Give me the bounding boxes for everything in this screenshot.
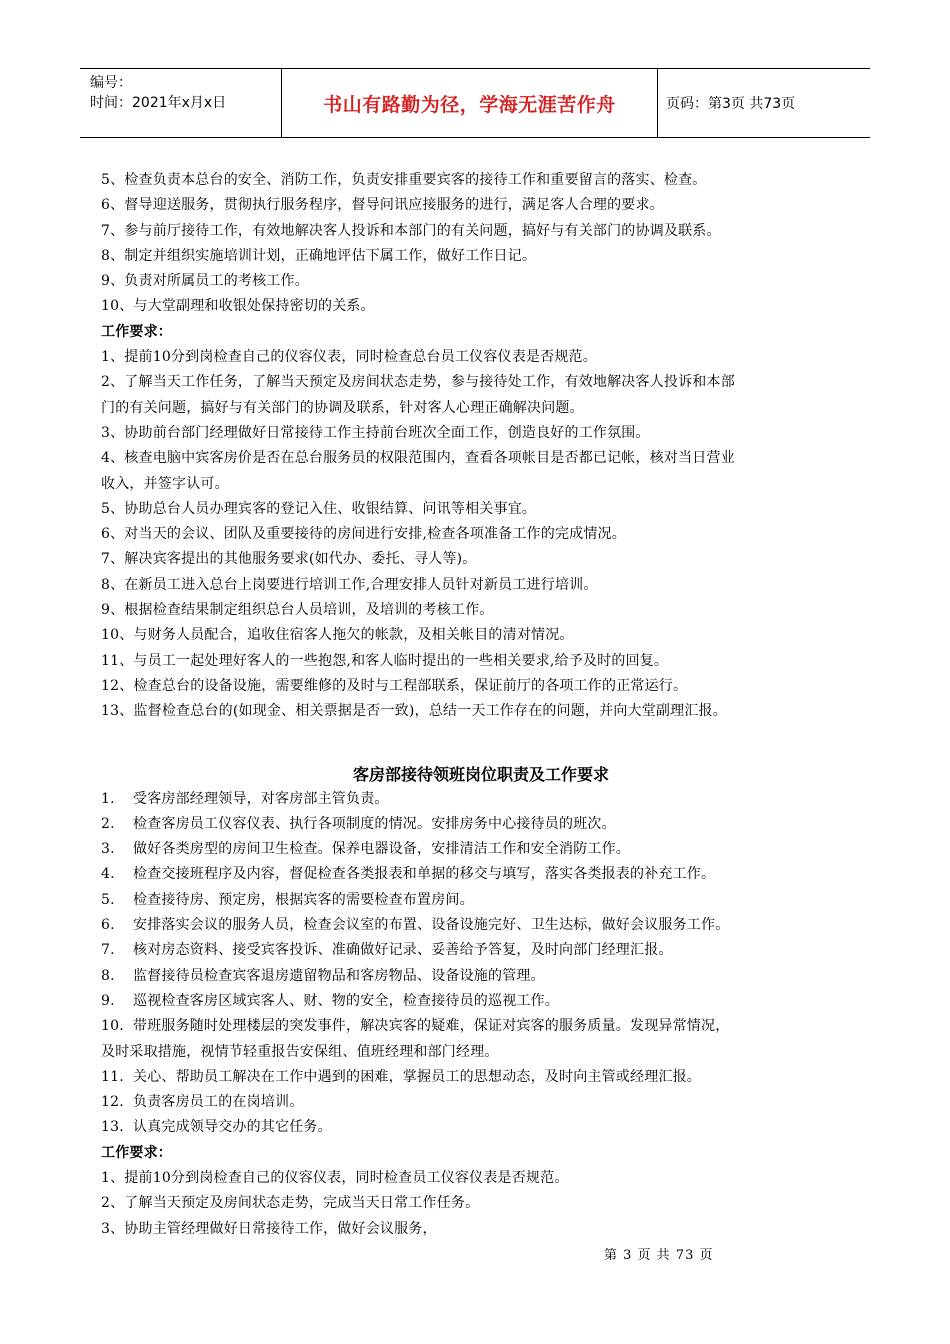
list-item-continuation: 收入，并签字认可。 bbox=[101, 475, 229, 492]
document-body bbox=[101, 168, 861, 1242]
list-item: 8. 监督接待员检查宾客退房遗留物品和客房物品、设备设施的管理。 bbox=[101, 967, 545, 984]
list-item: 8、制定并组织实施培训计划，正确地评估下属工作，做好工作日记。 bbox=[101, 247, 537, 264]
list-item: 9. 巡视检查客房区域宾客人、财、物的安全，检查接待员的巡视工作。 bbox=[101, 992, 559, 1009]
list-item: 5、协助总台人员办理宾客的登记入住、收银结算、问讯等相关事宜。 bbox=[101, 500, 537, 517]
list-item: 1、提前10分到岗检查自己的仪容仪表，同时检查员工仪容仪表是否规范。 bbox=[101, 1169, 569, 1186]
list-item: 13. 认真完成领导交办的其它任务。 bbox=[101, 1119, 332, 1136]
part2-duties bbox=[101, 787, 861, 1141]
list-item: 12. 负责客房员工的在岗培训。 bbox=[101, 1094, 304, 1111]
part2-requirements bbox=[101, 1166, 861, 1242]
requirements-heading: 工作要求： bbox=[101, 1144, 172, 1161]
list-item: 3. 做好各类房型的房间卫生检查。保养电器设备，安排清洁工作和安全消防工作。 bbox=[101, 841, 630, 858]
list-item: 7. 核对房态资料、接受宾客投诉、准确做好记录、妥善给予答复，及时向部门经理汇报。 bbox=[101, 942, 673, 959]
list-item: 6. 安排落实会议的服务人员，检查会议室的布置、设备设施完好、卫生达标，做好会议服务工作。 bbox=[101, 917, 730, 934]
list-item: 12、检查总台的设备设施，需要维修的及时与工程部联系，保证前厅的各项工作的正常运行。 bbox=[101, 677, 688, 694]
list-item: 11. 关心、帮助员工解决在工作中遇到的困难，掌握员工的思想动态，及时向主管或经理汇报。 bbox=[101, 1068, 701, 1085]
list-item: 10、与大堂副理和收银处保持密切的关系。 bbox=[101, 298, 375, 315]
list-item: 10. 带班服务随时处理楼层的突发事件，解决宾客的疑难，保证对宾客的服务质量。发现异常情况， bbox=[101, 1018, 730, 1035]
list-item: 13、监督检查总台的(如现金、相关票据是否一致)，总结一天工作存在的问题，并向大堂副理汇报。 bbox=[101, 703, 727, 720]
requirements-heading: 工作要求： bbox=[101, 323, 172, 340]
list-item: 11、与员工一起处理好客人的一些抱怨,和客人临时提出的一些相关要求,给予及时的回复。 bbox=[101, 652, 669, 669]
list-item: 3、协助主管经理做好日常接待工作，做好会议服务， bbox=[101, 1220, 437, 1237]
header-motto: 书山有路勤为径，学海无涯苦作舟 bbox=[282, 69, 658, 137]
part1-requirements bbox=[101, 345, 861, 724]
list-item: 10、与财务人员配合，追收住宿客人拖欠的帐款，及相关帐目的清对情况。 bbox=[101, 627, 574, 644]
list-item: 4、核查电脑中宾客房价是否在总台服务员的权限范围内，查看各项帐目是否都已记帐，核对当日营业 bbox=[101, 450, 735, 467]
list-item: 3、协助前台部门经理做好日常接待工作主持前台班次全面工作，创造良好的工作氛围。 bbox=[101, 424, 650, 441]
list-item: 8、在新员工进入总台上岗要进行培训工作,合理安排人员针对新员工进行培训。 bbox=[101, 576, 598, 593]
list-item: 7、参与前厅接待工作，有效地解决客人投诉和本部门的有关问题，搞好与有关部门的协调及联系。 bbox=[101, 222, 721, 239]
list-item: 9、负责对所属员工的考核工作。 bbox=[101, 273, 309, 290]
page-header bbox=[80, 68, 870, 138]
list-item: 2、了解当天预定及房间状态走势，完成当天日常工作任务。 bbox=[101, 1195, 480, 1212]
list-item: 1、提前10分到岗检查自己的仪容仪表，同时检查总台员工仪容仪表是否规范。 bbox=[101, 349, 597, 366]
list-item-continuation: 及时采取措施，视情节轻重报告安保组、值班经理和部门经理。 bbox=[101, 1043, 499, 1060]
list-item: 1. 受客房部经理领导，对客房部主管负责。 bbox=[101, 790, 389, 807]
page-footer: 第 3 页 共 73 页 bbox=[604, 1248, 714, 1263]
list-item: 4. 检查交接班程序及内容，督促检查各类报表和单据的移交与填写，落实各类报表的补充工作。 bbox=[101, 866, 716, 883]
list-item: 5. 检查接待房、预定房，根据宾客的需要检查布置房间。 bbox=[101, 891, 474, 908]
section-title: 客房部接待领班岗位职责及工作要求 bbox=[352, 764, 609, 784]
list-item: 2. 检查客房员工仪容仪表、执行各项制度的情况。安排房务中心接待员的班次。 bbox=[101, 815, 616, 832]
date-line: 时间：2021年x月x日 bbox=[90, 95, 227, 111]
code-label: 编号： bbox=[90, 75, 132, 91]
list-item: 6、督导迎送服务，贯彻执行服务程序，督导问讯应接服务的进行，满足客人合理的要求。 bbox=[101, 197, 664, 214]
list-item: 5、检查负责本总台的安全、消防工作，负责安排重要宾客的接待工作和重要留言的落实、检查。 bbox=[101, 172, 707, 188]
header-page-info: 页码：第3页 共73页 bbox=[666, 96, 796, 112]
header-meta bbox=[80, 69, 282, 137]
list-item-continuation: 门的有关问题，搞好与有关部门的协调及联系，针对客人心理正确解决问题。 bbox=[101, 399, 584, 416]
list-item: 2、了解当天工作任务，了解当天预定及房间状态走势，参与接待处工作，有效地解决客人投诉和本部 bbox=[101, 374, 735, 391]
list-item: 7、解决宾客提出的其他服务要求(如代办、委托、寻人等)。 bbox=[101, 551, 477, 568]
section-spacer bbox=[101, 725, 861, 763]
list-item: 6、对当天的会议、团队及重要接待的房间进行安排,检查各项准备工作的完成情况。 bbox=[101, 526, 626, 543]
part1-duties bbox=[101, 168, 861, 320]
list-item: 9、根据检查结果制定组织总台人员培训，及培训的考核工作。 bbox=[101, 602, 494, 619]
